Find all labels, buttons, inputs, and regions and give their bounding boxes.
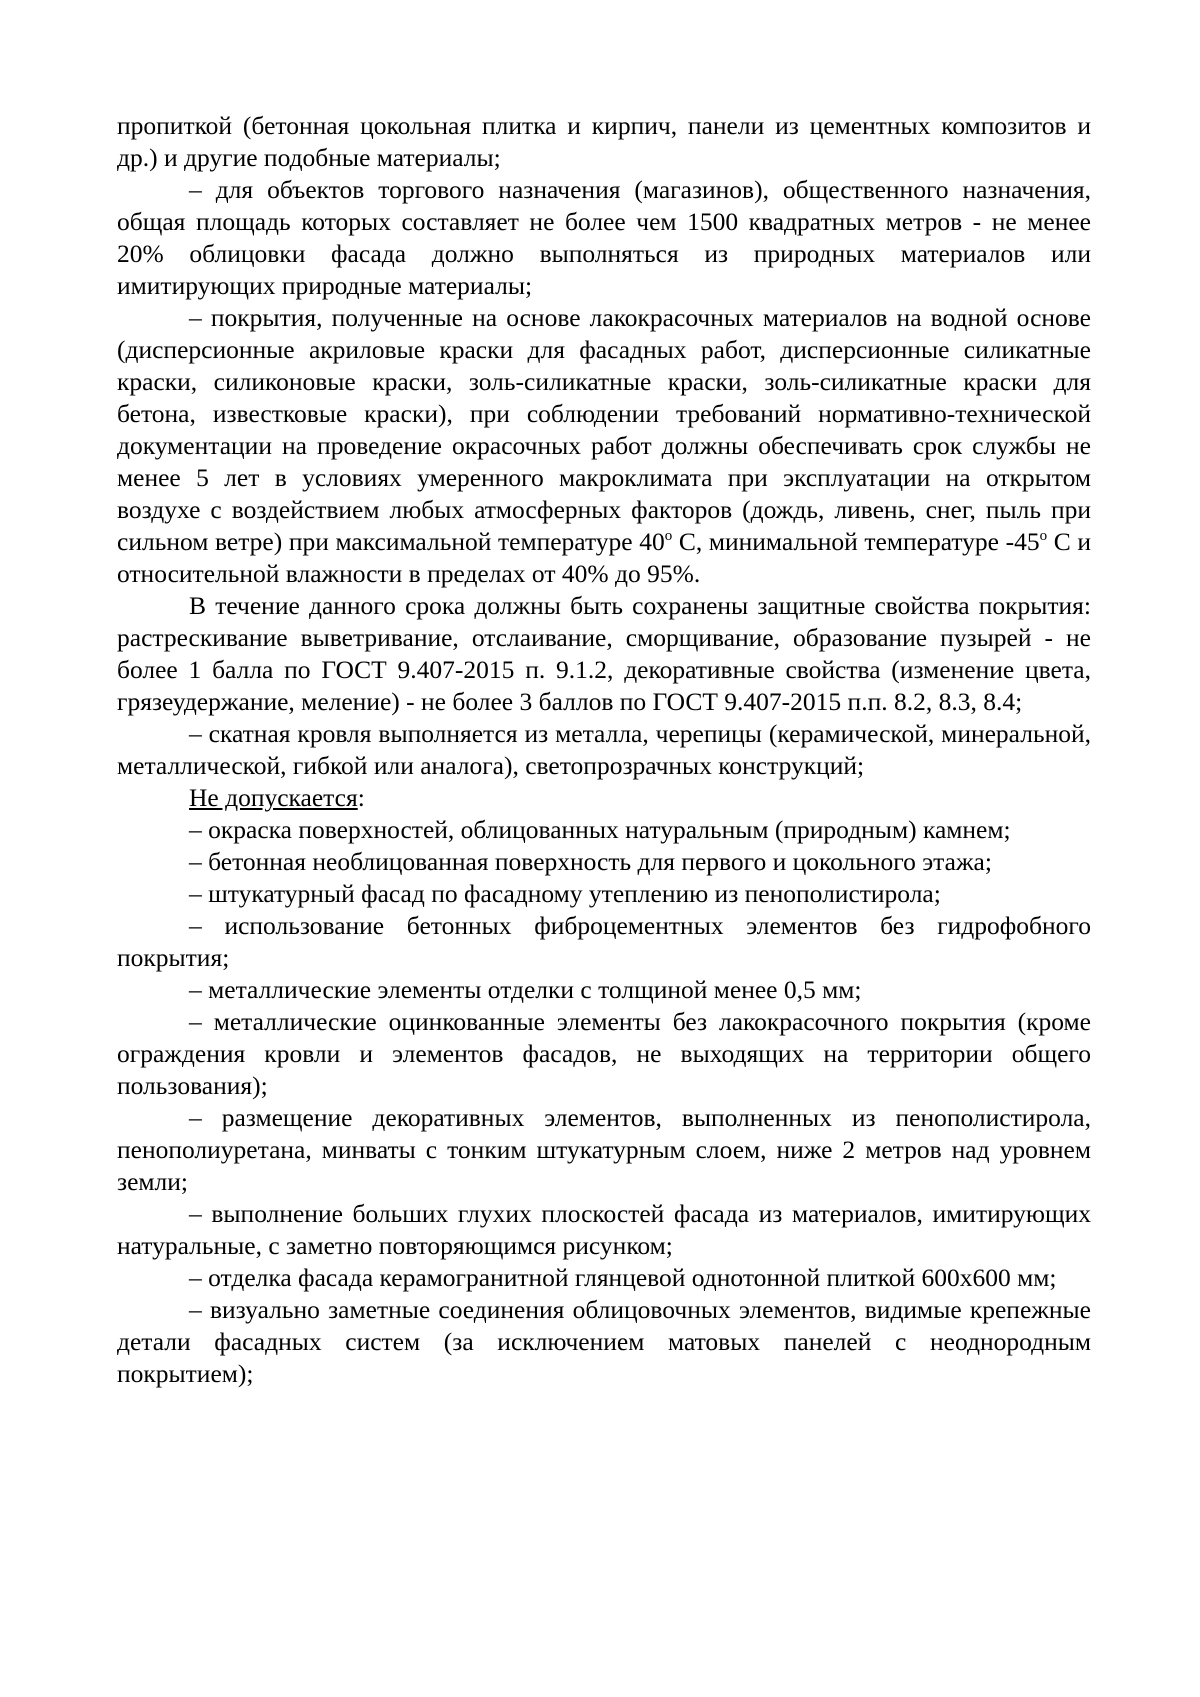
prohibited-heading-colon: : — [357, 783, 365, 812]
prohibited-item: – размещение декоративных элементов, выполненных из пенополистирола, пенополиуретана, минваты с тонким штукатурным слоем, ниже 2 метров над уровнем земли; — [117, 1103, 1091, 1196]
prohibited-item: – бетонная необлицованная поверхность для первого и цокольного этажа; — [189, 847, 992, 876]
prohibited-item: – визуально заметные соединения облицовочных элементов, видимые крепежные детали фасадных систем (за исключением матовых панелей с неоднородным покрытием); — [117, 1295, 1091, 1388]
paragraph-roofing: – скатная кровля выполняется из металла, черепицы (керамической, минеральной, металлической, гибкой или аналога), светопрозрачных конструкций; — [117, 719, 1091, 780]
prohibited-item: – выполнение больших глухих плоскостей фасада из материалов, имитирующих натуральные, с заметно повторяющимся рисунком; — [117, 1199, 1091, 1260]
paragraph-trade-objects: – для объектов торгового назначения (магазинов), общественного назначения, общая площадь которых составляет не более чем 1500 квадратных метров - не менее 20% облицовки фасада должно выполняться из природных материалов или имитирующих природные материалы; — [117, 175, 1091, 300]
degree-mark-max: o — [664, 528, 673, 544]
paragraph-paint-coatings — [117, 302, 1091, 590]
prohibited-item: – металлические оцинкованные элементы без лакокрасочного покрытия (кроме ограждения кровли и элементов фасадов, не выходящих на территории общего пользования); — [117, 1007, 1091, 1100]
prohibited-item: – штукатурный фасад по фасадному утеплению из пенополистирола; — [189, 879, 941, 908]
paragraph-protective-properties: В течение данного срока должны быть сохранены защитные свойства покрытия: растрескивание выветривание, отслаивание, сморщивание, образование пузырей - не более 1 балла по ГОСТ 9.407-2015 п. 9.1.2, декоративные свойства (изменение цвета, грязеудержание, меление) - не более 3 баллов по ГОСТ 9.407-2015 п.п. 8.2, 8.3, 8.4; — [117, 591, 1091, 716]
prohibited-item: – использование бетонных фиброцементных элементов без гидрофобного покрытия; — [117, 911, 1091, 972]
document-page — [117, 110, 1091, 1390]
paint-coatings-text-2: С, минимальной температуре -45 — [672, 527, 1040, 556]
prohibited-item: – отделка фасада керамогранитной глянцевой однотонной плиткой 600х600 мм; — [189, 1263, 1057, 1292]
prohibited-item: – окраска поверхностей, облицованных натуральным (природным) камнем; — [189, 815, 1011, 844]
prohibited-heading — [117, 782, 1091, 814]
paragraph-continuation: пропиткой (бетонная цокольная плитка и кирпич, панели из цементных композитов и др.) и другие подобные материалы; — [117, 111, 1091, 172]
paint-coatings-text-3: С и относительной влажности в пределах от 40% до 95%. — [117, 527, 1091, 588]
degree-mark-min: o — [1039, 528, 1048, 544]
paint-coatings-text-1: – покрытия, полученные на основе лакокрасочных материалов на водной основе (дисперсионные акриловые краски для фасадных работ, дисперсионные силикатные краски, силиконовые краски, золь-силикатные краски, золь-силикатные краски для бетона, известковые краски), при соблюдении требований нормативно-технической документации на проведение окрасочных работ должны обеспечивать срок службы не менее 5 лет в условиях умеренного макроклимата при эксплуатации на открытом воздухе с воздействием любых атмосферных факторов (дождь, ливень, снег, пыль при сильном ветре) при максимальной температуре 40 — [117, 303, 1091, 556]
prohibited-item: – металлические элементы отделки с толщиной менее 0,5 мм; — [189, 975, 862, 1004]
prohibited-heading-text: Не допускается — [189, 783, 358, 812]
